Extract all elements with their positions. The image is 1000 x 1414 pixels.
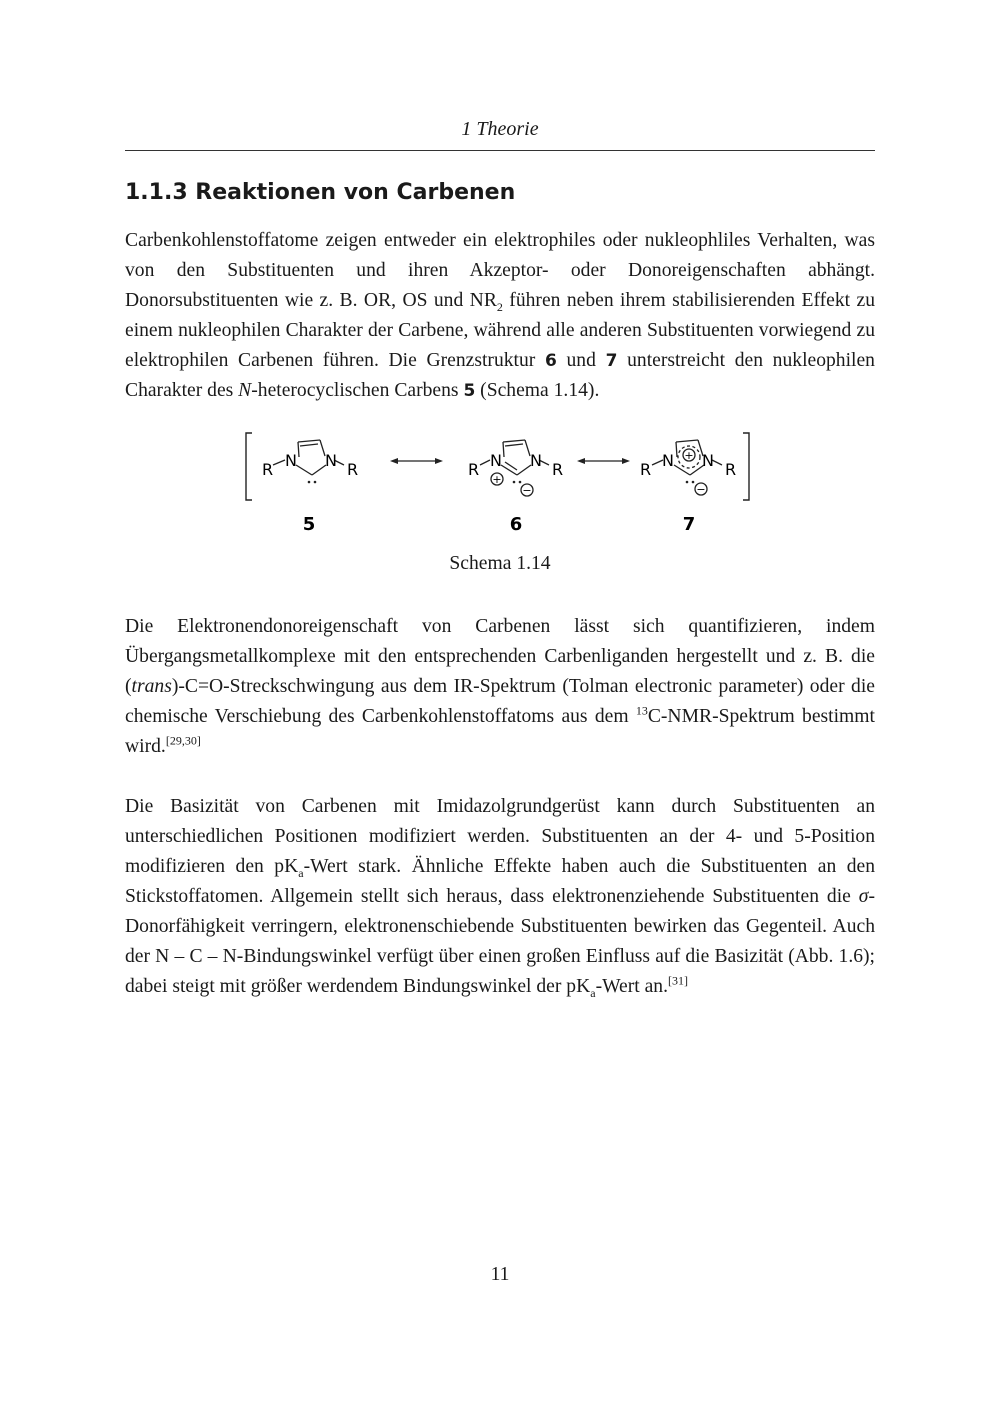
scheme-bracket-right [743, 433, 749, 500]
svg-text:N: N [662, 451, 674, 470]
svg-text:N: N [702, 451, 714, 470]
compound-label-5: 5 [302, 514, 316, 535]
svg-text:R: R [347, 460, 359, 479]
scheme-bracket-left [246, 433, 252, 500]
svg-text:R: R [262, 460, 274, 479]
resonance-scheme [230, 425, 770, 540]
svg-text:N: N [530, 451, 542, 470]
svg-text:N: N [285, 451, 297, 470]
svg-text:N: N [325, 451, 337, 470]
page-number: 11 [490, 1264, 510, 1285]
section-title: 1.1.3 Reaktionen von Carbenen [125, 180, 516, 205]
citation-29-30: [29,30] [165, 733, 201, 748]
svg-text:+: + [492, 473, 502, 486]
compound-label-6: 6 [509, 514, 523, 535]
paragraph-carbene-behaviour: Carbenkohlenstoffatome zeigen entweder ein elektrophiles oder nukleophliles Verhalten, was von den Substituenten und ihren Akzeptor- oder Donoreigenschaften abhängt. Donorsubstituenten wie z. B. OR, OS und $NR_2$ führen neben ihrem stabilisierenden Effekt zu einem nukleophilen Charakter der Carbene, während alle anderen Substituenten vorwiegend zu elektrophilen Carbenen führen. Die Grenzstruktur 6 und 7 unterstreicht den nukleophilen Charakter des N-heterocyclischen Carbens 5 (Schema 1.14). [125, 230, 875, 401]
paragraph-basicity: Die Basizität von Carbenen mit Imidazolgrundgerüst kann durch Substituenten an unterschiedlichen Positionen modifiziert werden. Substituenten an der 4- und 5-Position modifizieren den $pK_a$-Wert stark. Ähnliche Effekte haben auch die Substituenten an den Stickstoffatomen. Allgemein stellt sich heraus, dass elektronenziehende Substituenten die σ-Donorfähigkeit verringern, elektronenschiebende Substituenten bewirken das Gegenteil. Auch der N – C – N-Bindungswinkel verfügt über einen großen Einfluss auf die Basizität (Abb. 1.6); dabei steigt mit größer werdendem Bindungswinkel der $pK_a$-Wert an.[31] [125, 796, 875, 1000]
scheme-caption: Schema 1.14 [449, 553, 551, 574]
svg-text:R: R [552, 460, 564, 479]
svg-text:R: R [725, 460, 737, 479]
resonance-arrow-1 [390, 458, 443, 464]
paragraph-donor-properties: Die Elektronendonoreigenschaft von Carbenen lässt sich quantifizieren, indem Übergangsmetallkomplexe mit den entsprechenden Carbenliganden hergestellt und z. B. die (trans)-C=O-Streckschwingung aus dem IR-Spektrum (Tolman electronic parameter) oder die chemische Verschiebung des Carbenkohlenstoffatoms aus dem $^{13}$C-NMR-Spektrum bestimmt wird.[29,30] [125, 616, 875, 757]
svg-text:−: − [522, 484, 532, 497]
svg-text:R: R [468, 460, 480, 479]
resonance-arrow-2 [577, 458, 630, 464]
running-head: 1 Theorie [461, 118, 539, 140]
svg-text:N: N [490, 451, 502, 470]
svg-text:+: + [684, 449, 694, 462]
header-rule [125, 150, 875, 151]
svg-text:R: R [640, 460, 652, 479]
compound-label-7: 7 [682, 514, 696, 535]
citation-31: [31] [667, 973, 688, 988]
svg-text:−: − [696, 483, 706, 496]
